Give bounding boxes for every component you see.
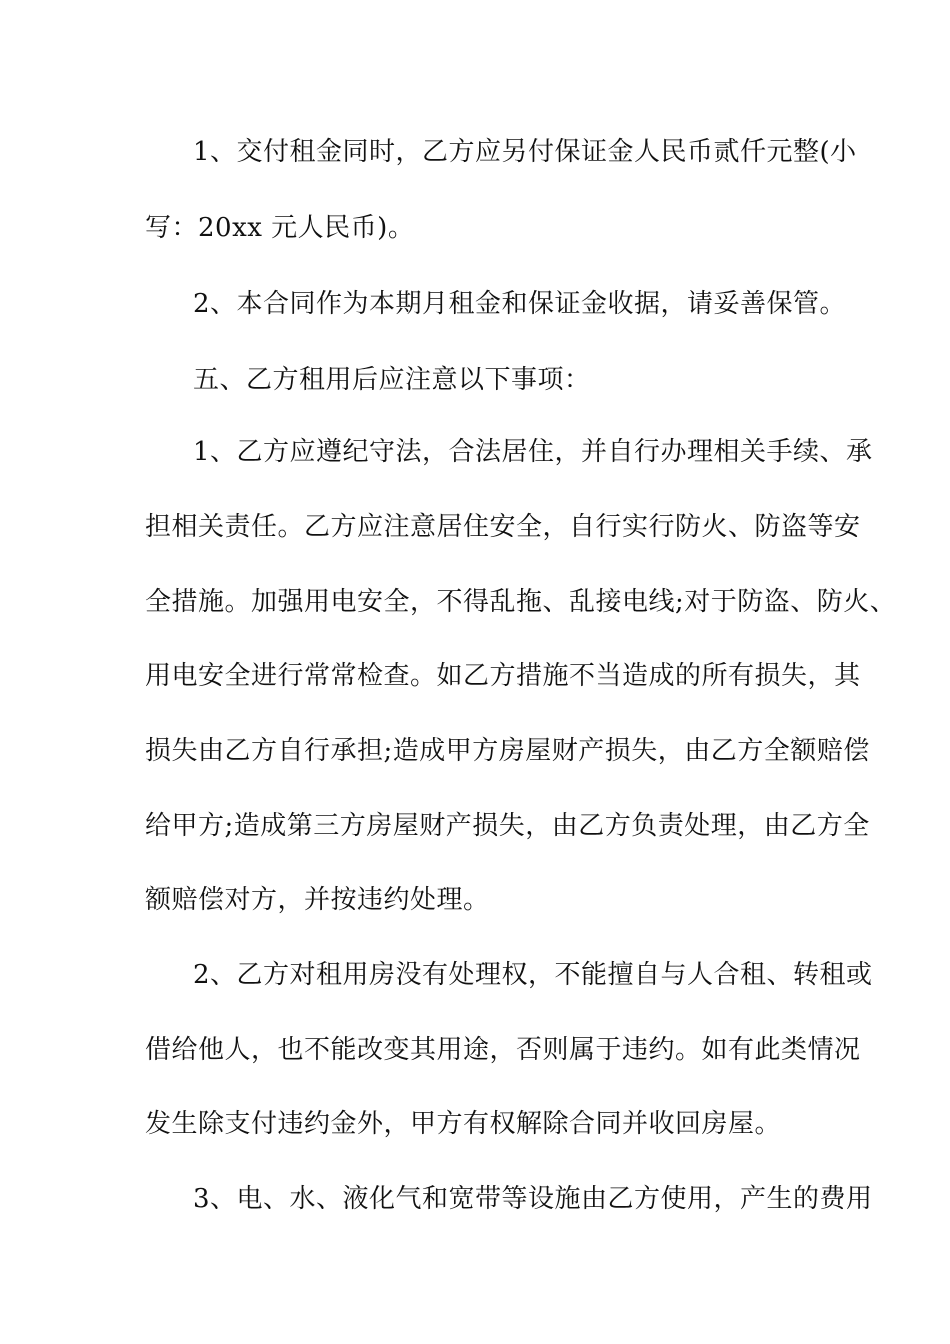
- text-line: 用电安全进行常常检查。如乙方措施不当造成的所有损失，其: [145, 661, 861, 691]
- text-line: 1、乙方应遵纪守法，合法居住，并自行办理相关手续、承: [193, 437, 873, 467]
- text-line: 额赔偿对方，并按违约处理。: [145, 885, 490, 915]
- text-line: 全措施。加强用电安全，不得乱拖、乱接电线;对于防盗、防火、: [145, 587, 897, 617]
- section-heading: 五、乙方租用后应注意以下事项：: [193, 365, 591, 395]
- text-line: 发生除支付违约金外，甲方有权解除合同并收回房屋。: [145, 1109, 782, 1139]
- text-line: 损失由乙方自行承担;造成甲方房屋财产损失，由乙方全额赔偿: [145, 736, 870, 766]
- text-line: 担相关责任。乙方应注意居住安全，自行实行防火、防盗等安: [145, 512, 861, 542]
- text-line: 写：20xx 元人民币)。: [145, 213, 415, 243]
- text-line: 3、电、水、液化气和宽带等设施由乙方使用，产生的费用: [193, 1184, 873, 1214]
- text-line: 借给他人，也不能改变其用途，否则属于违约。如有此类情况: [145, 1035, 861, 1065]
- text-line: 2、乙方对租用房没有处理权，不能擅自与人合租、转租或: [193, 960, 873, 990]
- text-line: 1、交付租金同时，乙方应另付保证金人民币贰仟元整(小: [193, 137, 857, 167]
- text-line: 2、本合同作为本期月租金和保证金收据，请妥善保管。: [193, 289, 847, 319]
- text-line: 给甲方;造成第三方房屋财产损失，由乙方负责处理，由乙方全: [145, 811, 870, 841]
